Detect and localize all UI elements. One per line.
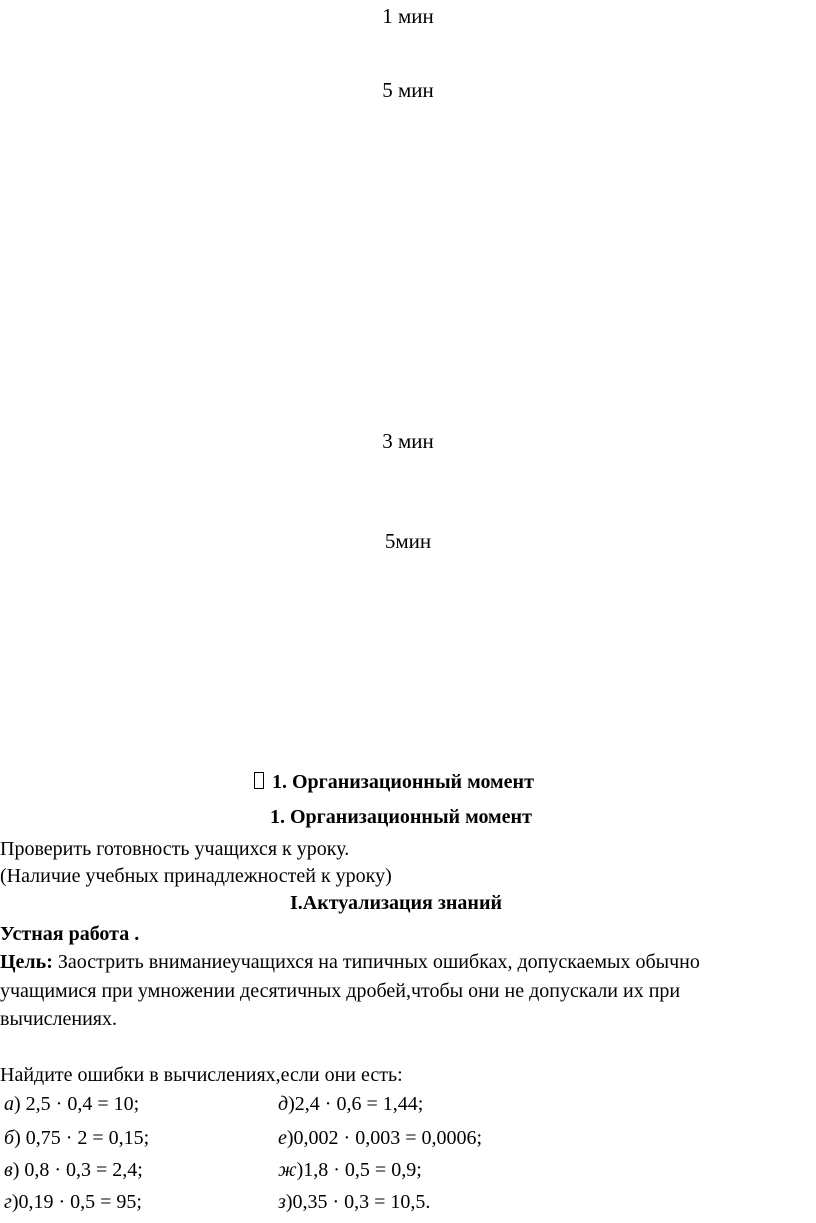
check-line: Проверить готовность учащихся к уроку. — [0, 838, 350, 860]
exercise-b: б) 0,75 · 2 = 0,15; — [4, 1127, 150, 1149]
heading-bulleted: 1. Организационный момент — [254, 771, 534, 794]
timing-4: 5мин — [384, 529, 432, 553]
goal-text-1: Заострить вниманиеучащихся на типичных ошибках, допускаемых обычно — [52, 951, 700, 973]
section-title: I.Актуализация знаний — [290, 892, 503, 914]
task: Найдите ошибки в вычислениях,если они есть: — [0, 1064, 403, 1086]
exercise-d: д)2,4 · 0,6 = 1,44; — [278, 1093, 424, 1115]
goal-line-3: вычислениях. — [0, 1008, 117, 1030]
timing-3: 3 мин — [382, 429, 434, 453]
goal-line-2: учащимися при умножении десятичных дробей,чтобы они не допускали их при — [0, 980, 681, 1002]
timing-1: 1 мин — [382, 4, 434, 28]
oral-work: Устная работа . — [0, 923, 140, 945]
goal-label: Цель: — [0, 951, 53, 973]
heading: 1. Организационный момент — [270, 806, 532, 828]
supplies-line: (Наличие учебных принадлежностей к уроку) — [0, 865, 392, 887]
exercise-v: в) 0,8 · 0,3 = 2,4; — [4, 1159, 143, 1181]
goal-line-1 — [0, 951, 700, 974]
exercise-zh: ж)1,8 · 0,5 = 0,9; — [278, 1159, 422, 1181]
timing-2: 5 мин — [382, 78, 434, 102]
exercise-g: г)0,19 · 0,5 = 95; — [4, 1191, 142, 1213]
bullet-box-icon — [254, 772, 264, 789]
exercise-e: е)0,002 · 0,003 = 0,0006; — [278, 1127, 483, 1149]
exercise-a: а) 2,5 · 0,4 = 10; — [4, 1093, 140, 1115]
exercise-z: з)0,35 · 0,3 = 10,5. — [278, 1191, 431, 1213]
